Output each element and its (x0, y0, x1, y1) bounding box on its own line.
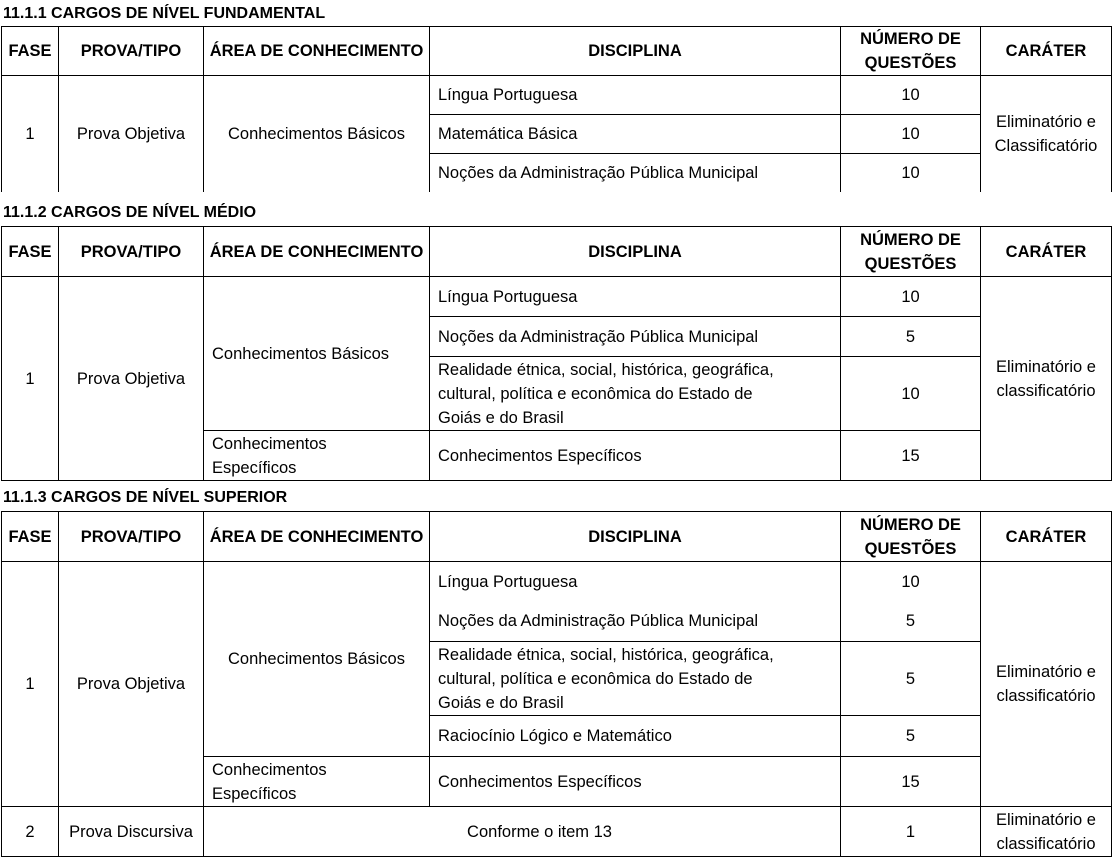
cell-fase: 1 (2, 76, 59, 193)
cell-questoes: 10 (841, 562, 981, 602)
cell-questoes: 10 (841, 76, 981, 115)
header-prova-tipo: PROVA/TIPO (59, 227, 204, 277)
header-area: ÁREA DE CONHECIMENTO (204, 512, 430, 562)
cell-discursiva-disciplina: Conforme o item 13 (204, 807, 841, 857)
cell-questoes: 10 (841, 277, 981, 317)
header-area: ÁREA DE CONHECIMENTO (204, 227, 430, 277)
cell-carater: Eliminatório e classificatório (981, 562, 1112, 807)
cell-area-especificos: Conhecimentos Específicos (204, 431, 430, 481)
cell-prova: Prova Discursiva (59, 807, 204, 857)
cell-disciplina: Raciocínio Lógico e Matemático (430, 716, 841, 757)
section-title-superior: 11.1.3 CARGOS DE NÍVEL SUPERIOR (3, 489, 288, 506)
cell-disciplina: Língua Portuguesa (430, 277, 841, 317)
header-carater: CARÁTER (981, 227, 1112, 277)
cell-disciplina: Língua Portuguesa (430, 562, 841, 602)
table-medio (1, 226, 1112, 481)
header-area: ÁREA DE CONHECIMENTO (204, 27, 430, 76)
section-title-medio: 11.1.2 CARGOS DE NÍVEL MÉDIO (3, 204, 257, 221)
header-prova-tipo: PROVA/TIPO (59, 27, 204, 76)
cell-disciplina: Conhecimentos Específicos (430, 431, 841, 481)
cell-disciplina: Noções da Administração Pública Municipal (430, 602, 841, 642)
cell-questoes: 1 (841, 807, 981, 857)
table-row (2, 562, 1112, 602)
table-fundamental (1, 26, 1112, 192)
section-title-fundamental: 11.1.1 CARGOS DE NÍVEL FUNDAMENTAL (3, 5, 326, 22)
header-disciplina: DISCIPLINA (430, 27, 841, 76)
header-disciplina: DISCIPLINA (430, 227, 841, 277)
header-carater: CARÁTER (981, 27, 1112, 76)
cell-carater: Eliminatório e classificatório (981, 807, 1112, 857)
cell-area-especificos: Conhecimentos Específicos (204, 757, 430, 807)
cell-disciplina: Realidade étnica, social, histórica, geográfica, cultural, política e econômica do Estado de Goiás e do Brasil (430, 357, 841, 431)
cell-prova: Prova Objetiva (59, 562, 204, 807)
cell-questoes: 10 (841, 357, 981, 431)
header-fase: FASE (2, 227, 59, 277)
cell-questoes: 10 (841, 154, 981, 193)
cell-questoes: 5 (841, 642, 981, 716)
cell-questoes: 10 (841, 115, 981, 154)
cell-disciplina: Conhecimentos Específicos (430, 757, 841, 807)
table-header-row (2, 27, 1112, 76)
cell-disciplina: Matemática Básica (430, 115, 841, 154)
cell-questoes: 15 (841, 757, 981, 807)
cell-questoes: 5 (841, 716, 981, 757)
cell-fase: 2 (2, 807, 59, 857)
cell-disciplina: Língua Portuguesa (430, 76, 841, 115)
cell-area-basicos: Conhecimentos Básicos (204, 562, 430, 757)
cell-disciplina: Noções da Administração Pública Municipal (430, 154, 841, 193)
table-superior (1, 511, 1112, 857)
cell-disciplina: Realidade étnica, social, histórica, geográfica, cultural, política e econômica do Estado de Goiás e do Brasil (430, 642, 841, 716)
cell-area: Conhecimentos Básicos (204, 76, 430, 193)
header-num-questoes: NÚMERO DE QUESTÕES (841, 512, 981, 562)
cell-questoes: 15 (841, 431, 981, 481)
cell-area-basicos: Conhecimentos Básicos (204, 277, 430, 431)
table-header-row (2, 227, 1112, 277)
cell-questoes: 5 (841, 602, 981, 642)
cell-carater: Eliminatório e classificatório (981, 277, 1112, 481)
header-carater: CARÁTER (981, 512, 1112, 562)
cell-carater: Eliminatório e Classificatório (981, 76, 1112, 193)
table-header-row (2, 512, 1112, 562)
header-num-questoes: NÚMERO DE QUESTÕES (841, 227, 981, 277)
table-row (2, 277, 1112, 317)
cell-prova: Prova Objetiva (59, 76, 204, 193)
cell-fase: 1 (2, 562, 59, 807)
header-num-questoes: NÚMERO DE QUESTÕES (841, 27, 981, 76)
header-prova-tipo: PROVA/TIPO (59, 512, 204, 562)
table-row (2, 807, 1112, 857)
cell-prova: Prova Objetiva (59, 277, 204, 481)
cell-fase: 1 (2, 277, 59, 481)
header-fase: FASE (2, 27, 59, 76)
header-fase: FASE (2, 512, 59, 562)
header-disciplina: DISCIPLINA (430, 512, 841, 562)
cell-disciplina: Noções da Administração Pública Municipal (430, 317, 841, 357)
table-row (2, 76, 1112, 115)
cell-questoes: 5 (841, 317, 981, 357)
